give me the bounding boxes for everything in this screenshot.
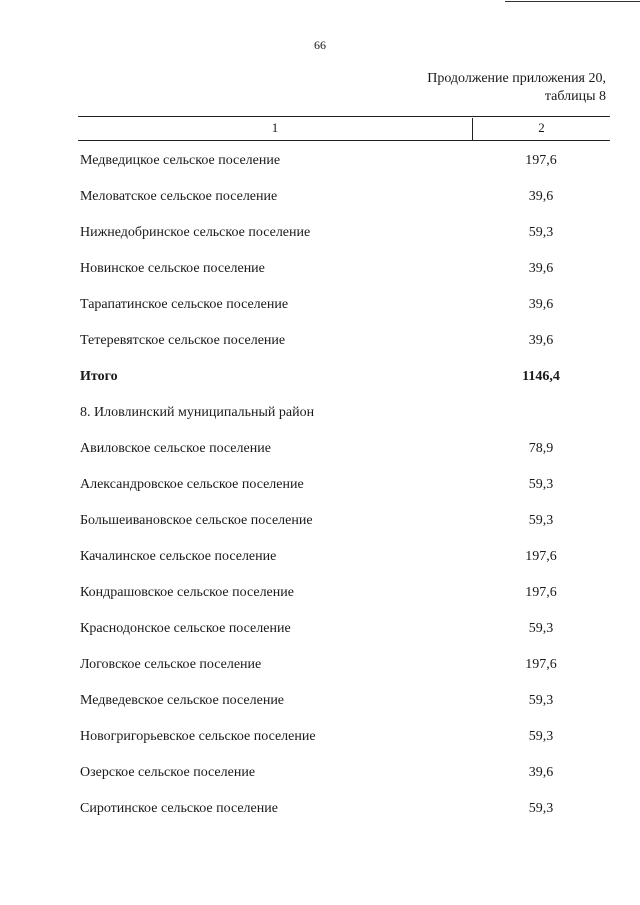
settlement-value: 1146,4 xyxy=(522,369,560,384)
settlement-value: 59,3 xyxy=(528,621,554,636)
page-number: 66 xyxy=(314,38,326,52)
settlement-name: Меловатское сельское поселение xyxy=(80,189,278,204)
settlement-name: 8. Иловлинский муниципальный район xyxy=(80,405,315,420)
settlement-value: 39,6 xyxy=(528,333,554,348)
table-row xyxy=(80,477,610,499)
settlement-name: Логовское сельское поселение xyxy=(80,657,262,672)
table-row xyxy=(80,801,610,823)
continuation-line-2: таблицы 8 xyxy=(544,89,606,104)
appendix-continuation-note xyxy=(427,70,606,106)
settlement-name: Озерское сельское поселение xyxy=(80,765,256,780)
settlement-value: 39,6 xyxy=(528,261,554,276)
table-row xyxy=(80,441,610,463)
settlement-value: 59,3 xyxy=(528,225,554,240)
table-row xyxy=(80,693,610,715)
settlement-value: 59,3 xyxy=(528,477,554,492)
table-row xyxy=(80,585,610,607)
settlement-value: 78,9 xyxy=(528,441,554,456)
settlement-name: Большеивановское сельское поселение xyxy=(80,513,313,528)
table-row xyxy=(80,657,610,679)
continuation-line-1: Продолжение приложения 20, xyxy=(427,71,606,86)
settlement-value: 59,3 xyxy=(528,801,554,816)
column-header-2: 2 xyxy=(538,120,545,135)
settlement-value: 59,3 xyxy=(528,513,554,528)
settlement-name: Александровское сельское поселение xyxy=(80,477,304,492)
section-heading-row xyxy=(80,405,610,427)
settlement-name: Авиловское сельское поселение xyxy=(80,441,271,456)
settlement-name: Качалинское сельское поселение xyxy=(80,549,277,564)
settlement-name: Тетеревятское сельское поселение xyxy=(80,333,286,348)
table-row xyxy=(80,333,610,355)
settlement-name: Сиротинское сельское поселение xyxy=(80,801,278,816)
settlement-value: 197,6 xyxy=(525,153,557,168)
top-edge-rule xyxy=(505,1,640,2)
settlement-value: 197,6 xyxy=(525,549,557,564)
table-row xyxy=(80,621,610,643)
settlement-value: 39,6 xyxy=(528,189,554,204)
table-row xyxy=(80,225,610,247)
settlement-value: 59,3 xyxy=(528,693,554,708)
table-row xyxy=(80,261,610,283)
settlement-name: Медведевское сельское поселение xyxy=(80,693,285,708)
table-row xyxy=(80,153,610,175)
column-header-1: 1 xyxy=(271,120,279,135)
table-row xyxy=(80,765,610,787)
table-row xyxy=(80,189,610,211)
settlement-value: 39,6 xyxy=(528,765,554,780)
settlement-name: Краснодонское сельское поселение xyxy=(80,621,291,636)
settlement-name: Новинское сельское поселение xyxy=(80,261,265,276)
total-row xyxy=(80,369,610,391)
table-header-top-rule xyxy=(78,116,610,117)
settlement-value: 197,6 xyxy=(525,657,557,672)
settlement-value: 39,6 xyxy=(528,297,554,312)
table-row xyxy=(80,297,610,319)
table-header-bottom-rule xyxy=(78,140,610,141)
table-row xyxy=(80,549,610,571)
settlement-name: Тарапатинское сельское поселение xyxy=(80,297,289,312)
settlement-value: 59,3 xyxy=(528,729,554,744)
settlement-name: Новогригорьевское сельское поселение xyxy=(80,729,316,744)
settlement-name: Итого xyxy=(80,369,118,384)
settlement-name: Медведицкое сельское поселение xyxy=(80,153,281,168)
table-row xyxy=(80,513,610,535)
settlement-name: Нижнедобринское сельское поселение xyxy=(80,225,311,240)
table-row xyxy=(80,729,610,751)
settlement-name: Кондрашовское сельское поселение xyxy=(80,585,294,600)
settlement-value: 197,6 xyxy=(525,585,557,600)
